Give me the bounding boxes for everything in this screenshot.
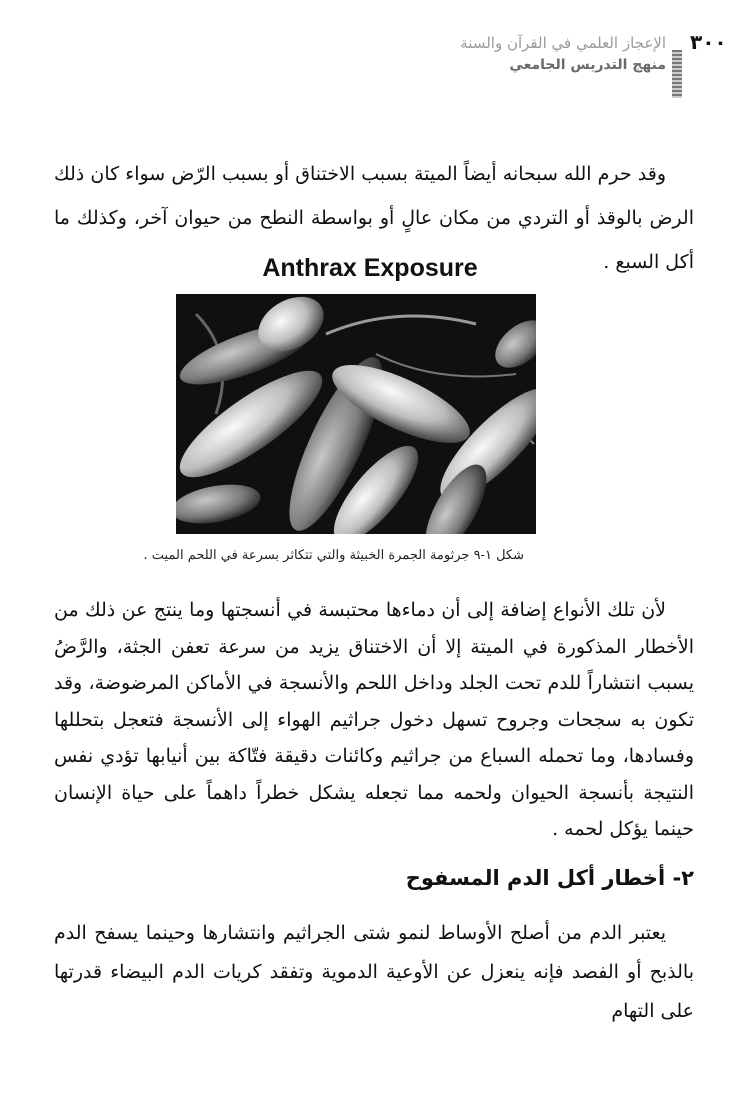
page-number: ٣٠٠ — [690, 30, 727, 54]
book-subtitle: منهج التدريس الجامعي — [509, 57, 666, 73]
figure-title: Anthrax Exposure — [262, 254, 478, 282]
header-marker — [672, 50, 682, 98]
paragraph-1: وقد حرم الله سبحانه أيضاً الميتة بسبب الاختناق أو بسبب الرّض سواء كان ذلك الرض بالوقذ أو التردي من مكان عالٍ أو بواسطة النطح من حيوان آخر، وكذلك ما أكل السبع . — [54, 163, 694, 273]
section-heading: ٢- أخطار أكل الدم المسفوح — [405, 866, 694, 890]
paragraph-3: يعتبر الدم من أصلح الأوساط لنمو شتى الجراثيم وانتشارها وحينما يسفح الدم بالذبح أو الفصد فإنه ينعزل عن الأوعية الدموية وتفقد كريات الدم البيضاء قدرتها على التهام — [54, 922, 694, 1022]
anthrax-micrograph — [176, 294, 536, 534]
book-title: الإعجاز العلمي في القرآن والسنة — [460, 34, 666, 52]
paragraph-2: لأن تلك الأنواع إضافة إلى أن دماءها محتبسة في أنسجتها وما ينتج عن ذلك من الأخطار المذكورة في الميتة إلا أن الاختناق يزيد من سرعة تعفن الجثة، والرَّضُ يسبب انتشاراً للدم تحت الجلد وداخل اللحم والأنسجة في الأماكن المرضوضة، وقد تكون به سجحات وجروح تسهل دخول جراثيم الهواء إلى الأنسجة فتعجل بتحللها وفسادها، وما تحمله السباع من جراثيم وكائنات دقيقة فتّاكة بين أنيابها تؤدي نفس النتيجة بأنسجة الحيوان ولحمه مما تجعله يشكل خطراً داهماً على حياة الإنسان حينما يؤكل لحمه . — [54, 599, 694, 840]
running-head — [166, 32, 666, 76]
figure-caption: شكل ١-٩ جرثومة الجمرة الخبيثة والتي تتكاثر بسرعة في اللحم الميت . — [143, 548, 524, 563]
